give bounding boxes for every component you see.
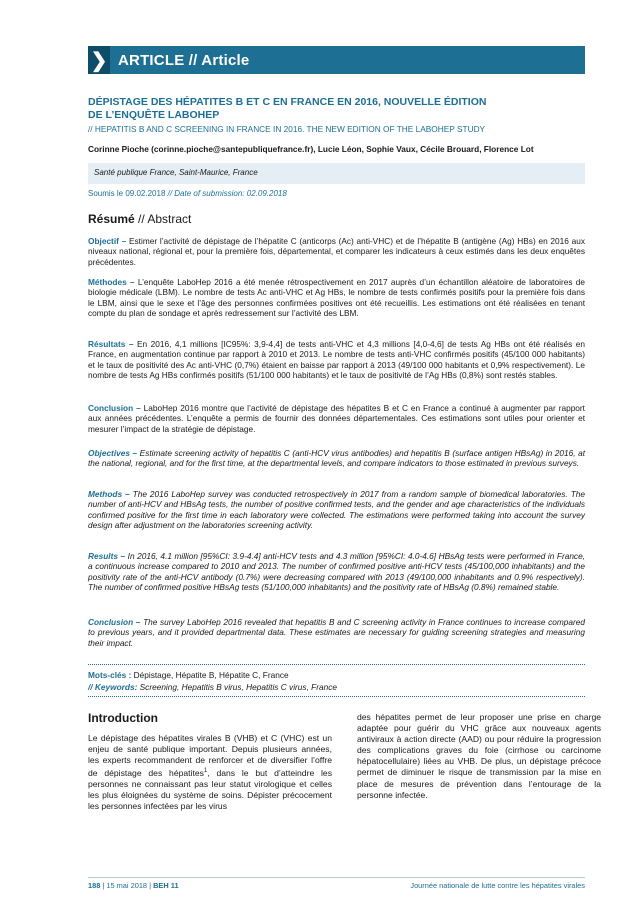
keywords-fr bbox=[88, 670, 585, 680]
resume-conclusion bbox=[88, 403, 585, 434]
submitted-fr: Soumis le 09.02.2018 bbox=[88, 189, 166, 198]
keywords-fr-label: Mots-clés : bbox=[88, 670, 132, 680]
section-heading-introduction: Introduction bbox=[88, 711, 158, 725]
methodes-label: Méthodes – bbox=[88, 277, 135, 287]
methodes-text: L’enquête LaboHep 2016 a été menée rétrospectivement en 2017 auprès d’un échantillon aléatoire de laboratoires de biologie médicale (LBM). Le nombre de tests Ac anti-VHC et Ag HBs, le nombre de tests confirmés positifs pour la première fois dans le LBM, ainsi que le sexe et l’âge des personnes confirmées positives ont été recueillis. Les estimations ont été réalisées en tenant compte du plan de sondage et après redressement sur l’activité des LBM. bbox=[88, 277, 585, 318]
abstract-objectives bbox=[88, 448, 585, 469]
keywords-en-label: // Keywords: bbox=[88, 682, 138, 692]
objectives-text: Estimate screening activity of hepatitis C (anti-HCV virus antibodies) and hepatitis B (surface antigen HBsAg) in 2016, at the national, regional, and for the first time, at the departmental levels, and compare indicators to those estimated in previous surveys. bbox=[88, 448, 585, 469]
resume-resultats bbox=[88, 339, 585, 380]
resume-methodes bbox=[88, 277, 585, 318]
abstract-results bbox=[88, 551, 585, 592]
footer-divider bbox=[88, 877, 585, 878]
footer-right: Journée nationale de lutte contre les hépatites virales bbox=[410, 881, 585, 890]
abstract-heading-fr: Résumé bbox=[88, 212, 135, 226]
objectif-label: Objectif – bbox=[88, 236, 127, 246]
authors: Corinne Pioche (corinne.pioche@santepubliquefrance.fr), Lucie Léon, Sophie Vaux, Cécile Brouard, Florence Lot bbox=[88, 144, 534, 154]
affiliation: Santé publique France, Saint-Maurice, France bbox=[88, 163, 585, 184]
results-text: In 2016, 4.1 million [95%CI: 3.9-4.4] anti-HCV tests and 4.3 million [95%CI: 4.0-4.6] HBsAg tests were performed in France, a continuous increase compared to 2010 and 2013. The number of confirmed positive anti-HCV tests (45/100,000 inhabitants) and the positivity rate of the anti-HCV antibody (0.7%) were decreasing compared with 2013 (49/100,000 inhabitants and 0.9% respectively). The number of confirmed positive HBsAg tests (51/100,000 inhabitants) and the positivity rate of HBsAg (0.8%) remained stable. bbox=[88, 551, 586, 592]
chevron-right-icon: ❯ bbox=[88, 46, 110, 74]
intro-column-right: des hépatites permet de leur proposer une prise en charge adaptée pour guérir du VHC grâce aux nouveaux agents antiviraux à action directe (AAD) ou pour réduire la progression des complications graves du foie (cirrhose ou carcinome hépatocellulaire) liées au VHB. De plus, un dépistage précoce permet de diminuer le risque de transmission par la mise en place de mesures de prévention dans l’entourage de la personne infectée. bbox=[357, 712, 601, 800]
article-banner bbox=[88, 46, 585, 74]
title-line-2: DE L’ENQUÊTE LABOHEP bbox=[88, 108, 220, 121]
conclusion-en-label: Conclusion – bbox=[88, 617, 141, 627]
resume-objectif bbox=[88, 236, 585, 267]
footnote-ref: 1 bbox=[203, 768, 208, 775]
results-label: Results – bbox=[88, 551, 126, 561]
conclusion-en-text: The survey LaboHep 2016 revealed that hepatitis B and C screening activity in France continues to increase compared to previous years, and it provided departmental data. These estimates are necessary for guiding screening strategies and measuring their impact. bbox=[88, 617, 586, 648]
divider bbox=[88, 664, 585, 665]
banner-label: ARTICLE // Article bbox=[118, 51, 250, 69]
divider bbox=[88, 696, 585, 697]
footer-date: | 15 mai 2018 | bbox=[100, 881, 154, 890]
conclusion-fr-label: Conclusion – bbox=[88, 403, 141, 413]
methods-text: The 2016 LaboHep survey was conducted retrospectively in 2017 from a random sample of biomedical laboratories. The number of anti-HCV and HBsAg tests, the number of positive confirmed tests, and the gender and age characteristics of the individuals confirmed positive for the first time in each laboratory were collected. The estimations were performed taking into account the survey design after adjustment on the laboratories screening activity. bbox=[88, 489, 585, 530]
abstract-methods bbox=[88, 489, 585, 530]
article-title-fr bbox=[88, 96, 585, 121]
objectif-text: Estimer l’activité de dépistage de l’hépatite C (anticorps (Ac) anti-VHC) et de l’hépatite B (antigène (Ag) HBs) en 2016 aux niveaux national, régional et, pour la première fois, départemental, et comparer les indicateurs à ceux estimés dans les deux enquêtes précédentes. bbox=[88, 236, 585, 267]
keywords-fr-text: Dépistage, Hépatite B, Hépatite C, France bbox=[131, 670, 289, 680]
intro-left-text-a: Le dépistage des hépatites virales B (VHB) et C (VHC) est un enjeu de santé publique important. Depuis plusieurs années, les experts recommandent de renforcer et de diversifier l’offre de dépistage des hépatites bbox=[88, 733, 332, 779]
keywords-en bbox=[88, 682, 585, 692]
intro-column-left bbox=[88, 733, 332, 813]
intro-left-text-b: , dans le but d’atteindre les personnes ne connaissant pas leur statut virologique et celles les plus éloignées du système de soins. Dépister précocement les personnes infectées par les virus bbox=[88, 768, 332, 812]
abstract-conclusion bbox=[88, 617, 585, 648]
abstract-heading bbox=[88, 212, 191, 226]
submitted-en: // Date of submission: 02.09.2018 bbox=[165, 189, 287, 198]
article-title-en: // HEPATITIS B AND C SCREENING IN FRANCE IN 2016. THE NEW EDITION OF THE LABOHEP STUDY bbox=[88, 124, 486, 134]
objectives-label: Objectives – bbox=[88, 448, 138, 458]
submission-date bbox=[88, 189, 585, 198]
page-number: 188 bbox=[88, 881, 101, 890]
methods-label: Methods – bbox=[88, 489, 130, 499]
abstract-heading-en: // Abstract bbox=[134, 212, 192, 226]
resultats-text: En 2016, 4,1 millions [IC95%: 3,9-4,4] de tests anti-VHC et 4,3 millions [4,0-4,6] de tests Ag HBs ont été réalisés en France, en augmentation continue par rapport à 2010 et 2013. Le nombre de tests anti-VHC confirmés positifs (45/100 000 habitants) et le taux de positivité des Ac anti-VHC (0,7%) étaient en baisse par rapport à 2013 (49/100 000 habitants et 0,9% respectivement). Le nombre de tests Ag HBs confirmés positifs (51/100 000 habitants) et le taux de positivité de l’Ag HBs (0,8%) sont restés stables. bbox=[88, 339, 585, 380]
footer-beh: BEH 11 bbox=[153, 881, 179, 890]
title-line-1: DÉPISTAGE DES HÉPATITES B ET C EN FRANCE EN 2016, NOUVELLE ÉDITION bbox=[88, 96, 487, 108]
keywords-en-text: Screening, Hepatitis B virus, Hepatitis C virus, France bbox=[137, 682, 338, 692]
resultats-label: Résultats – bbox=[88, 339, 134, 349]
conclusion-fr-text: LaboHep 2016 montre que l’activité de dépistage des hépatites B et C en France a continué à augmenter par rapport aux années précédentes. L’enquête a permis de fournir des données départementales. Ces estimations sont utiles pour orienter et mesurer l’impact de la stratégie de dépistage. bbox=[88, 403, 585, 434]
footer-left bbox=[88, 881, 179, 890]
